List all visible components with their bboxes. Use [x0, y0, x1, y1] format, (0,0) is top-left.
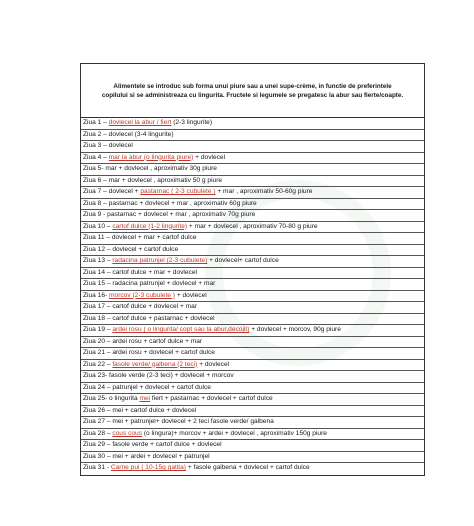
table-row: [81, 256, 424, 268]
row-text: Ziua 20 – ardei rosu + cartof dulce + mar: [83, 337, 203, 345]
row-text: Ziua 23- fasole verde (2-3 teci) + dovlecel + morcov: [83, 372, 234, 379]
row-text: + mar + dovlecel , aproximativ 70-80 g piure: [187, 222, 318, 230]
table-row: [81, 279, 424, 291]
header-line-1: Alimentele se introduc sub forma unui piure sau a unei supe-crème, in functie de preferintele: [113, 82, 392, 90]
highlighted-food: mar la abur (o lingurita piure): [108, 153, 194, 161]
table-row: [81, 210, 424, 222]
table-row: [81, 118, 424, 130]
table-row: [81, 268, 424, 280]
row-text: Ziua 29 – fasole verde + cartof dulce + dovlecel: [83, 441, 222, 448]
row-text: Ziua 10 –: [83, 222, 113, 230]
row-text: Ziua 4 –: [83, 153, 109, 161]
table-row: [81, 176, 424, 188]
table-row: [81, 233, 424, 245]
row-text: Ziua 18 – cartof dulce + pastarnac + dovlecel: [83, 314, 215, 322]
row-text: Ziua 5- mar + dovlecel , aproximativ 30g piure: [83, 165, 217, 172]
table-row: [81, 440, 424, 452]
row-text: Ziua 3 – dovlecel: [83, 142, 133, 149]
row-text: Ziua 12 – dovlecel + cartof dulce: [83, 245, 179, 253]
row-text: Ziua 13 –: [83, 257, 113, 264]
table-row: [81, 406, 424, 418]
row-text: Ziua 7 – dovlecel +: [83, 188, 141, 195]
highlighted-food: cartof dulce (1-2 lingurite): [112, 222, 188, 230]
row-text: Ziua 25- o lingurita: [83, 395, 140, 402]
row-text: fiert + pastarnac + dovlecel + cartof dulce: [150, 395, 273, 402]
table-row: [81, 153, 424, 165]
row-text: Ziua 26 – mei + cartof dulce + dovlecel: [83, 406, 197, 414]
highlighted-food: Carne pui ( 10-15g gatita): [110, 464, 186, 471]
highlighted-food: ardei rosu ( o lingurita/ copt sau la abur,decojit): [112, 326, 250, 333]
row-text: + mar , aproximativ 50-60g piure: [215, 188, 313, 195]
row-text: + dovlecel: [175, 291, 207, 299]
row-text: Ziua 6 – mar + dovlecel , aproximativ 50 g piure: [83, 176, 223, 184]
row-text: Ziua 21 – ardei rosu + dovlecel + cartof dulce: [83, 349, 215, 356]
table-row: [81, 348, 424, 360]
table-row: [81, 199, 424, 211]
row-text: Ziua 28 –: [83, 429, 113, 437]
table-row: [81, 222, 424, 234]
row-text: + dovlecel: [197, 360, 230, 368]
table-row: [81, 187, 424, 199]
highlighted-food: cous cous: [112, 429, 143, 437]
row-text: Ziua 19 –: [83, 326, 113, 333]
table-row: [81, 417, 424, 429]
row-text: Ziua 17 – cartof dulce + dovlecel + mar: [83, 303, 197, 310]
row-text: + dovlecel + morcov, 90g piure: [249, 326, 341, 333]
row-text: + fasole galbena + dovlecel + cartof dulce: [186, 464, 310, 471]
row-text: Ziua 2 – dovlecel (3-4 lingurite): [83, 130, 174, 138]
table-row: [81, 164, 424, 176]
table-row: [81, 383, 424, 395]
row-text: Ziua 9 - pastarnac + dovlecel + mar , aproximativ 70g piure: [83, 211, 256, 218]
row-text: Ziua 24 – patrunjel + dovlecel + cartof dulce: [83, 383, 211, 391]
highlighted-food: mei: [139, 395, 151, 402]
row-text: Ziua 27 – mei + patrunjel+ dovlecel + 2 teci fasole verde/ galbena: [83, 418, 274, 425]
highlighted-food: pastarnac ( 2-3 cubulete ): [140, 188, 216, 195]
table-row: [81, 337, 424, 349]
row-text: Ziua 30 – mei + ardei + dovlecel + patrunjel: [83, 452, 210, 460]
highlighted-food: morcov (2-3 cubulete ): [109, 291, 175, 299]
table-row: [81, 452, 424, 464]
table-row: [81, 371, 424, 383]
table-row: [81, 325, 424, 337]
table-row: [81, 429, 424, 441]
row-text: Ziua 8 – pastarnac + dovlecel + mar , aproximativ 60g piure: [83, 199, 257, 207]
table-row: [81, 394, 424, 406]
table-row: [81, 141, 424, 153]
table-header: [81, 64, 424, 118]
highlighted-food: radacina patrunjel (2-3 cubulete): [112, 257, 208, 264]
row-text: (2-3 lingurite): [171, 119, 213, 126]
table-row: [81, 245, 424, 257]
table-row: [81, 463, 424, 475]
table-row: [81, 314, 424, 326]
table-row: [81, 291, 424, 303]
meal-plan-table: [80, 63, 425, 476]
row-text: Ziua 11 – dovlecel + mar + cartof dulce: [83, 234, 197, 241]
header-line-2: copilului si se administreaza cu lingurita. Fructele si legumele se pregatesc la abur sau fierte/coapte.: [101, 91, 404, 99]
table-body: [81, 118, 424, 475]
highlighted-food: fasole verde/ galbena (2 teci): [112, 360, 198, 368]
row-text: + dovlecel+ cartof dulce: [207, 257, 279, 264]
row-text: (o lingura)+ morcov + ardei + dovlecel , aproximativ 150g piure: [142, 429, 327, 437]
row-text: Ziua 22 –: [83, 360, 113, 368]
row-text: Ziua 14 – cartof dulce + mar + dovlecel: [83, 268, 197, 276]
row-text: Ziua 1 –: [83, 119, 109, 126]
row-text: Ziua 15 – radacina patrunjel + dovlecel + mar: [83, 280, 216, 287]
table-row: [81, 302, 424, 314]
row-text: Ziua 31 -: [83, 464, 111, 471]
table-row: [81, 130, 424, 142]
row-text: Ziua 16-: [83, 291, 110, 299]
highlighted-food: dovlecel la abur / fiert: [108, 119, 172, 126]
row-text: + dovlecel: [193, 153, 226, 161]
table-row: [81, 360, 424, 372]
